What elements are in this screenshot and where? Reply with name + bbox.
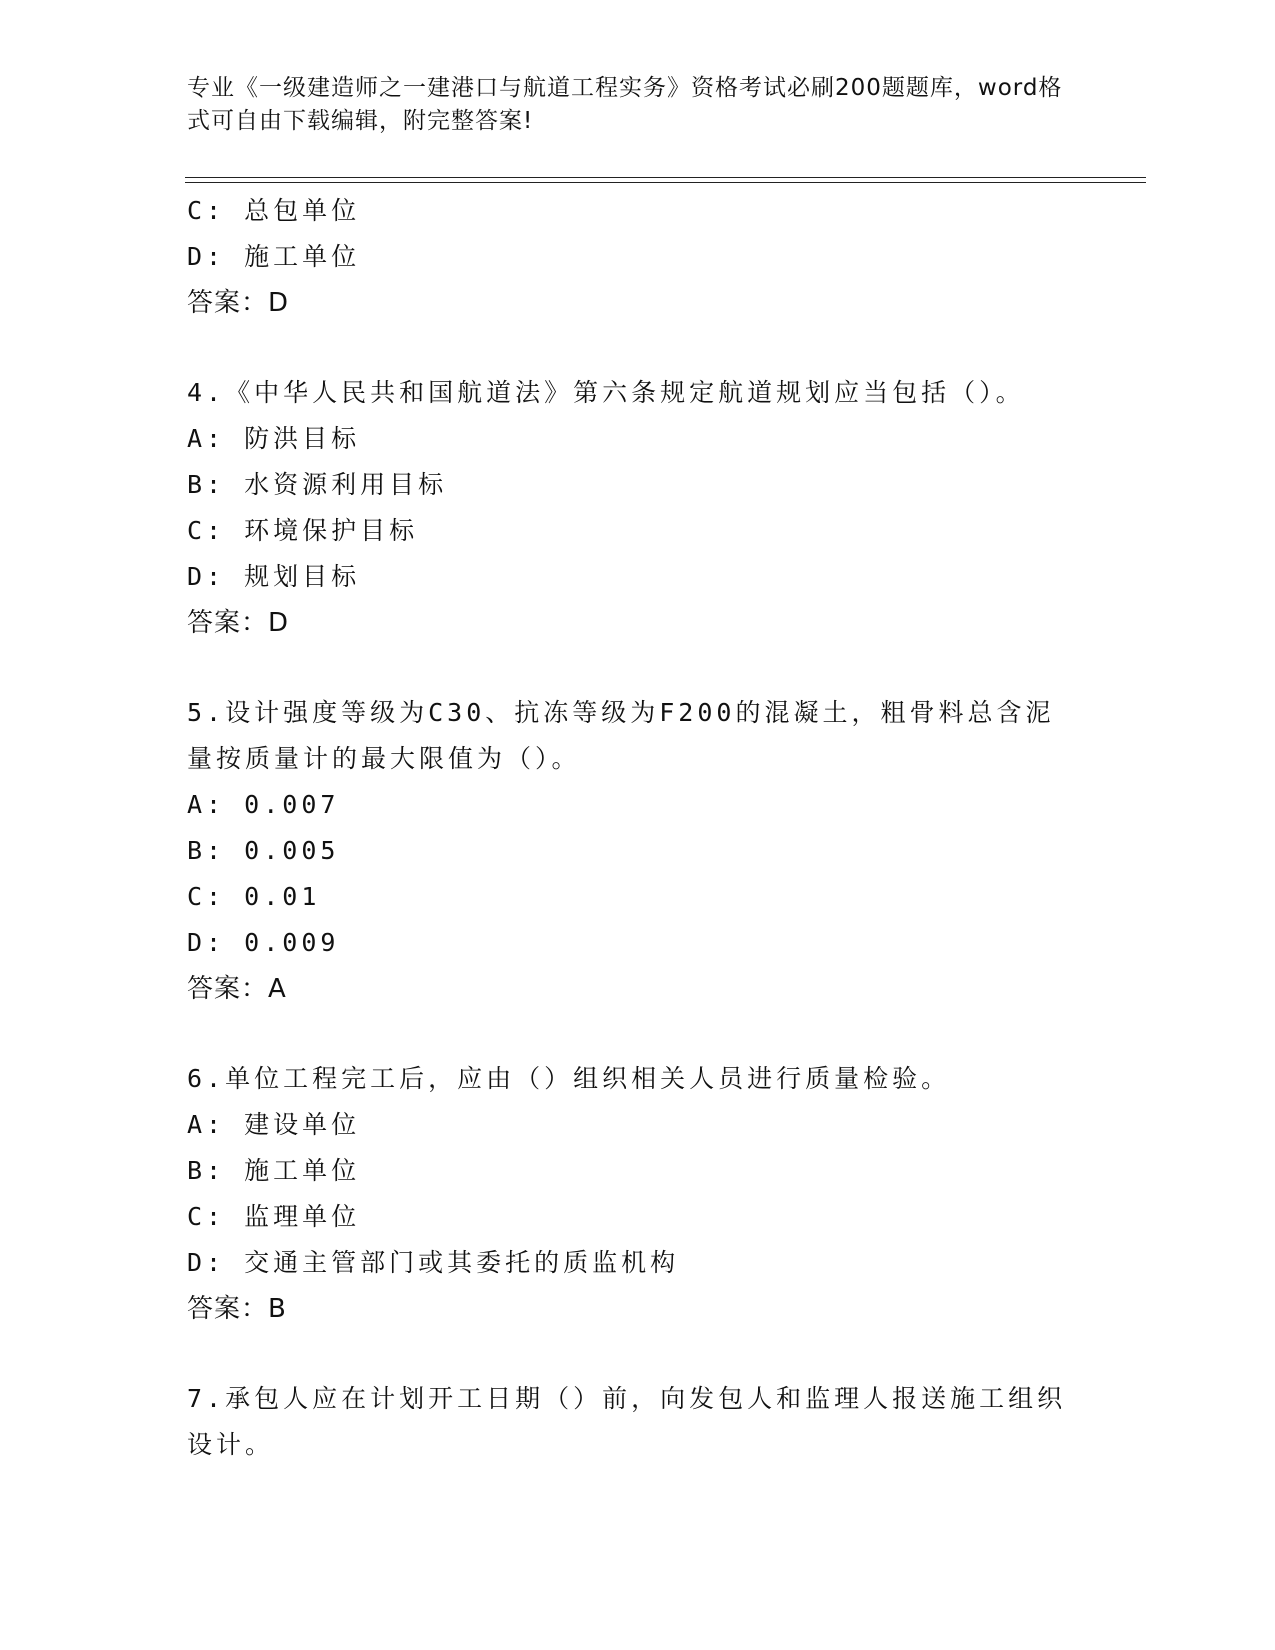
option-label: A: xyxy=(187,790,226,819)
option-line xyxy=(187,920,1087,966)
option-text: 环境保护目标 xyxy=(244,516,419,545)
document-header: 专业《一级建造师之一建港口与航道工程实务》资格考试必刷200题题库，word格式可自由下载编辑，附完整答案! xyxy=(187,75,1063,134)
option-line xyxy=(187,1240,1087,1286)
option-line xyxy=(187,188,1087,234)
option-label: D: xyxy=(187,928,226,957)
option-text: 规划目标 xyxy=(244,562,361,591)
option-line xyxy=(187,416,1087,462)
option-line xyxy=(187,1102,1087,1148)
option-text: 0.01 xyxy=(244,882,321,911)
option-text: 0.005 xyxy=(244,836,340,865)
option-line xyxy=(187,462,1087,508)
option-label: B: xyxy=(187,470,226,499)
option-text: 防洪目标 xyxy=(244,424,361,453)
option-text: 总包单位 xyxy=(244,196,361,225)
header-rule-top xyxy=(185,177,1146,178)
answer-line: 答案：A xyxy=(187,974,287,1004)
option-line xyxy=(187,782,1087,828)
partial-question xyxy=(187,188,1087,326)
option-line xyxy=(187,234,1087,280)
option-label: D: xyxy=(187,562,226,591)
option-label: B: xyxy=(187,836,226,865)
option-label: D: xyxy=(187,242,226,271)
option-text: 水资源利用目标 xyxy=(244,470,448,499)
question-4 xyxy=(187,370,1087,646)
question-5 xyxy=(187,690,1087,1012)
option-text: 施工单位 xyxy=(244,242,361,271)
answer-line: 答案：D xyxy=(187,288,290,318)
option-line xyxy=(187,828,1087,874)
option-label: D: xyxy=(187,1248,226,1277)
question-6 xyxy=(187,1056,1087,1332)
option-line xyxy=(187,554,1087,600)
option-label: B: xyxy=(187,1156,226,1185)
header-rule-bottom xyxy=(185,182,1146,183)
option-label: A: xyxy=(187,1110,226,1139)
option-text: 施工单位 xyxy=(244,1156,361,1185)
option-line xyxy=(187,508,1087,554)
question-text: 7.承包人应在计划开工日期（）前，向发包人和监理人报送施工组织设计。 xyxy=(187,1384,1067,1459)
answer-line: 答案：D xyxy=(187,608,290,638)
question-7 xyxy=(187,1376,1087,1468)
document-body xyxy=(187,188,1087,1468)
question-text: 5.设计强度等级为C30、抗冻等级为F200的混凝土，粗骨料总含泥量按质量计的最大限值为（）。 xyxy=(187,698,1055,773)
option-label: C: xyxy=(187,196,226,225)
option-label: C: xyxy=(187,1202,226,1231)
option-line xyxy=(187,1148,1087,1194)
option-text: 0.007 xyxy=(244,790,340,819)
option-text: 建设单位 xyxy=(244,1110,361,1139)
option-text: 监理单位 xyxy=(244,1202,361,1231)
option-text: 0.009 xyxy=(244,928,340,957)
question-text: 6.单位工程完工后，应由（）组织相关人员进行质量检验。 xyxy=(187,1064,951,1093)
option-line xyxy=(187,1194,1087,1240)
option-label: C: xyxy=(187,882,226,911)
option-label: C: xyxy=(187,516,226,545)
question-text: 4.《中华人民共和国航道法》第六条规定航道规划应当包括（）。 xyxy=(187,378,1025,407)
option-text: 交通主管部门或其委托的质监机构 xyxy=(244,1248,680,1277)
option-line xyxy=(187,874,1087,920)
answer-line: 答案：B xyxy=(187,1294,287,1324)
option-label: A: xyxy=(187,424,226,453)
